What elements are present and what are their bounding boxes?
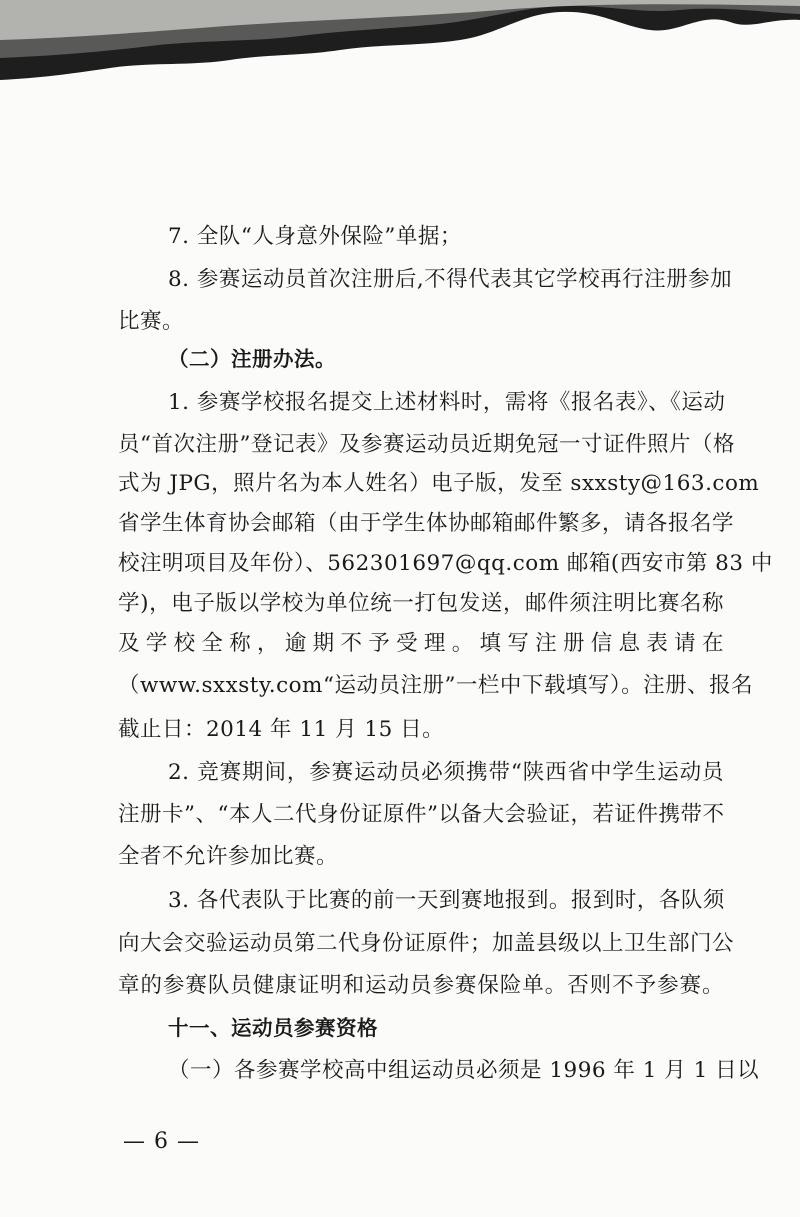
list-item-7: 7. 全队“人身意外保险”单据； [168, 224, 462, 249]
list-item-8: 8. 参赛运动员首次注册后,不得代表其它学校再行注册参加 [168, 267, 733, 292]
paragraph-2-line: 注册卡”、“本人二代身份证原件”以备大会验证，若证件携带不 [118, 802, 725, 827]
paragraph-1-line: 省学生体育协会邮箱（由于学生体协邮箱邮件繁多，请各报名学 [118, 511, 735, 536]
paragraph-1-line: 校注明项目及年份）、562301697@qq.com 邮箱(西安市第 83 中 [118, 551, 773, 576]
paragraph-2-line: 2. 竞赛期间，参赛运动员必须携带“陕西省中学生运动员 [168, 760, 724, 785]
paragraph-1-line: 式为 JPG，照片名为本人姓名）电子版，发至 sxxsty@163.com [118, 471, 760, 496]
paragraph-3-line: 章的参赛队员健康证明和运动员参赛保险单。否则不予参赛。 [118, 973, 724, 998]
section-heading: 十一、运动员参赛资格 [168, 1016, 378, 1040]
paragraph-1-line: 截止日：2014 年 11 月 15 日。 [118, 717, 445, 742]
paragraph-2-line: 全者不允许参加比赛。 [118, 844, 339, 869]
paragraph-1-line: 及学校全称，逾期不予受理。填写注册信息表请在 [118, 631, 724, 656]
paragraph-1-line: 学)，电子版以学校为单位统一打包发送，邮件须注明比赛名称 [118, 591, 724, 616]
paragraph-4-line: （一）各参赛学校高中组运动员必须是 1996 年 1 月 1 日以 [168, 1058, 760, 1083]
paragraph-1-line: 1. 参赛学校报名提交上述材料时，需将《报名表》、《运动 [168, 390, 726, 415]
paragraph-3-line: 3. 各代表队于比赛的前一天到赛地报到。报到时，各队须 [168, 888, 725, 913]
page-number: — 6 — [123, 1129, 200, 1154]
text-line: 比赛。 [118, 309, 185, 334]
paragraph-3-line: 向大会交验运动员第二代身份证原件；加盖县级以上卫生部门公 [118, 931, 735, 956]
paragraph-1-line: 员“首次注册”登记表》及参赛运动员近期免冠一寸证件照片（格 [118, 432, 735, 457]
section-heading: （二）注册办法。 [168, 347, 336, 371]
paragraph-1-line: （www.sxxsty.com“运动员注册”一栏中下载填写）。注册、报名 [118, 673, 754, 698]
